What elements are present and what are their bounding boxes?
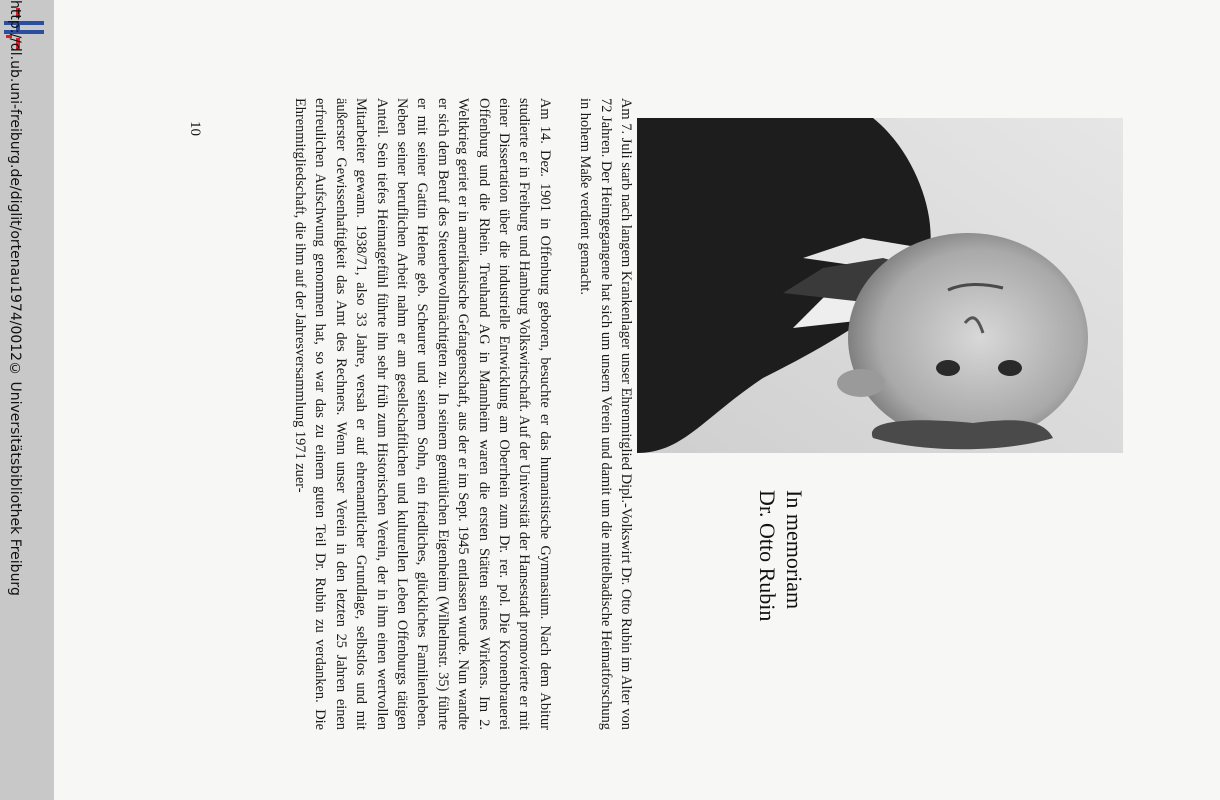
scanned-page bbox=[54, 0, 1220, 800]
source-info bbox=[4, 0, 52, 800]
copyright-notice: © Universitätsbibliothek Freiburg bbox=[7, 361, 23, 596]
page-number: 10 bbox=[187, 121, 203, 136]
article-heading bbox=[754, 490, 808, 790]
rotated-page-content bbox=[54, 0, 1220, 800]
heading-line-2: Dr. Otto Rubin bbox=[755, 490, 780, 622]
viewer-sidebar bbox=[0, 0, 54, 800]
paragraph-1: Am 7. Juli starb nach langem Krankenlager unser Ehrenmitglied Dipl.-Volkswirt Dr. Otto Rubin im Alter von 72 Jahren. Der Heimgegangene hat sich um unsern Verein und damit um die mittelbadische Heimatforschung in hohem Maße verdient gemacht. bbox=[577, 98, 634, 730]
source-url[interactable]: http://dl.ub.uni-freiburg.de/diglit/ortenau1974/0012 bbox=[7, 0, 23, 362]
portrait-photo bbox=[637, 118, 1123, 453]
portrait-photo-icon bbox=[637, 118, 1123, 453]
heading-line-1: In memoriam bbox=[782, 490, 807, 610]
article-body bbox=[290, 98, 637, 730]
paragraph-2: Am 14. Dez. 1901 in Offenburg geboren, besuchte er das humanistische Gymnasium. Nach dem Abitur studierte er in Freiburg und Hamburg Volkswirtschaft. Auf der Universität der Hansestadt promovierte er mit einer Dissertation über die industrielle Entwicklung am Oberrhein zum Dr. rer. pol. Die Kronenbrauerei Offenburg und die Rhein. Treuhand AG in Mannheim waren die ersten Stätten seines Wirkens. Im 2. Weltkrieg geriet er in amerikanische Gefangenschaft, aus der er im Sept. 1945 entlassen wurde. Nun wandte er sich dem Beruf des Steuerbevollmächtigten zu. In seinem gemütlichen Eigenheim (Wilhelmstr. 35) führte er mit seiner Gattin Helene geb. Scheurer und seinem Sohn, ein friedliches, glückliches Familienleben. Neben seiner beruflichen Arbeit nahm er am gesellschaftlichen und kulturellen Leben Offenburgs tätigen Anteil. Sein tiefes Heimatgefühl führte ihn sehr früh zum Historischen Verein, der in ihm einen wertvollen Mitarbeiter gewann. 1938/71, also 33 Jahre, versah er auf ehrenamtlicher Grundlage, selbstlos und mit äußerster Gewissenhaftigkeit das Amt des Rechners. Wenn unser Verein in den letzten 25 Jahren einen erfreulichen Aufschwung genommen hat, so war das zu einem guten Teil Dr. Rubin zu verdanken. Die Ehrenmitgliedschaft, die ihm auf der Jahresversammlung 1971 zuer- bbox=[291, 98, 553, 730]
